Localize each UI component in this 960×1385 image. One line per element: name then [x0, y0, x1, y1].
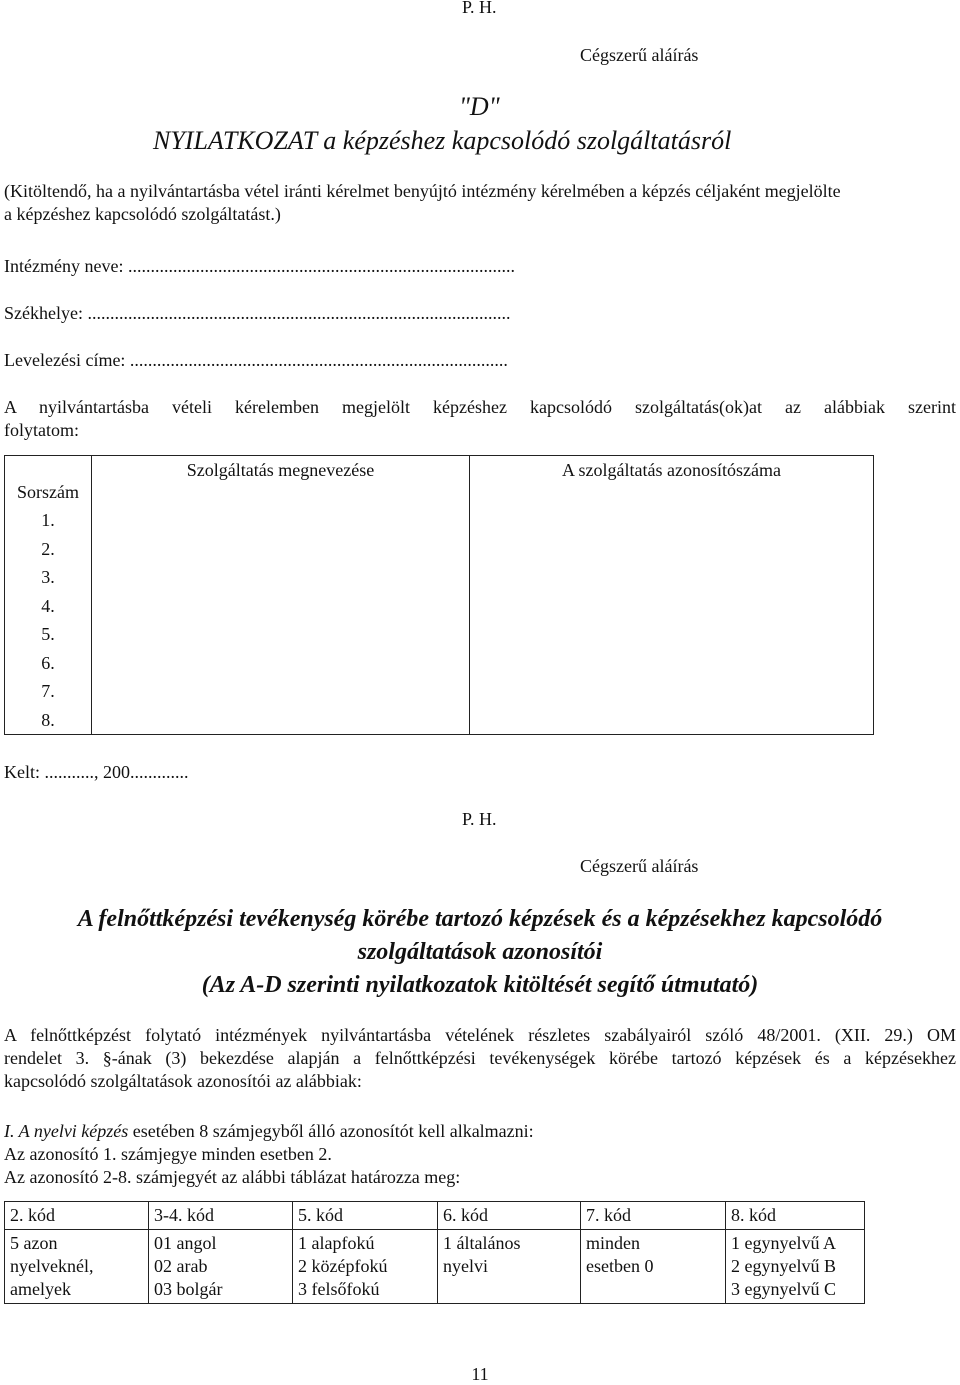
page-number: 11 — [471, 1364, 489, 1384]
row-number: 3. — [41, 567, 55, 587]
language-intro-rest: esetében 8 számjegyből álló azonosítót kell alkalmazni: — [128, 1121, 534, 1141]
number-column-header: Sorszám — [17, 482, 79, 502]
date-field[interactable]: Kelt: ..........., 200............. — [4, 762, 189, 782]
service-name-column[interactable] — [92, 456, 470, 735]
code-cell: 5 azon nyelveknél, amelyek — [5, 1230, 149, 1304]
row-number: 1. — [41, 510, 55, 530]
institution-name-field[interactable]: Intézmény neve: ...................................................................................... — [4, 256, 515, 276]
code-header: 3-4. kód — [149, 1202, 293, 1230]
stamp-label-bottom: P. H. — [462, 809, 497, 829]
code-header: 5. kód — [293, 1202, 438, 1230]
row-number: 8. — [41, 709, 55, 730]
paragraph-line3: kapcsolódó szolgáltatások azonosítói az alábbiak: — [4, 1071, 362, 1091]
paragraph-line2: rendelet 3. §-ának (3) bekezdése alapján a felnőttképzési tevékenységek körébe tartozó képzések és a képzésekhez — [4, 1048, 956, 1068]
section-heading-line3: (Az A-D szerinti nyilatkozatok kitöltését segítő útmutató) — [201, 972, 759, 998]
row-numbers — [5, 506, 91, 734]
code-header: 7. kód — [581, 1202, 726, 1230]
mailing-address-field[interactable]: Levelezési címe: .................................................................................... — [4, 350, 508, 370]
language-intro — [4, 1121, 534, 1142]
row-number: 2. — [41, 538, 55, 559]
code-header: 2. kód — [5, 1202, 149, 1230]
stamp-label-top: P. H. — [462, 0, 497, 17]
service-table — [4, 455, 874, 735]
code-cell: minden esetben 0 — [581, 1230, 726, 1304]
section-heading-line1: A felnőttképzési tevékenység körébe tartozó képzések és a képzésekhez kapcsolódó — [77, 906, 883, 932]
code-cell: 1 egynyelvű A 2 egynyelvű B 3 egynyelvű C — [726, 1230, 865, 1304]
intro-line1: A nyilvántartásba vételi kérelemben megjelölt képzéshez kapcsolódó szolgáltatás(ok)at az alábbiak szerint — [4, 397, 956, 417]
form-title: NYILATKOZAT a képzéshez kapcsolódó szolgáltatásról — [153, 126, 732, 155]
code-table-row — [5, 1230, 865, 1304]
service-id-header: A szolgáltatás azonosítószáma — [562, 460, 781, 480]
institution-seat-field[interactable]: Székhelye: .............................................................................................. — [4, 303, 511, 323]
fill-note-line2: a képzéshez kapcsolódó szolgáltatást.) — [4, 204, 281, 224]
code-cell: 01 angol 02 arab 03 bolgár — [149, 1230, 293, 1304]
signature-label-bottom: Cégszerű aláírás — [580, 856, 699, 876]
row-number: 4. — [41, 595, 55, 616]
section-heading-line2: szolgáltatások azonosítói — [357, 939, 603, 965]
form-letter: "D" — [459, 92, 500, 121]
service-id-column[interactable] — [470, 456, 874, 735]
code-header: 8. kód — [726, 1202, 865, 1230]
fill-note-line1: (Kitöltendő, ha a nyilvántartásba vétel iránti kérelmet benyújtó intézmény kérelmében a képzés céljaként megjelölte — [4, 181, 841, 201]
code-table — [4, 1201, 865, 1304]
row-number: 5. — [41, 624, 55, 644]
number-column — [5, 456, 92, 735]
code-header: 6. kód — [438, 1202, 581, 1230]
language-line2: Az azonosító 1. számjegye minden esetben 2. — [4, 1144, 332, 1164]
language-training-term: I. A nyelvi képzés — [4, 1121, 129, 1141]
code-table-header-row — [5, 1202, 865, 1230]
service-name-header: Szolgáltatás megnevezése — [186, 460, 375, 480]
row-number: 7. — [41, 681, 55, 701]
signature-label-top: Cégszerű aláírás — [580, 45, 699, 65]
code-cell: 1 általános nyelvi — [438, 1230, 581, 1304]
language-line3: Az azonosító 2-8. számjegyét az alábbi táblázat határozza meg: — [4, 1167, 461, 1187]
code-cell: 1 alapfokú 2 középfokú 3 felsőfokú — [293, 1230, 438, 1304]
row-number: 6. — [41, 652, 55, 673]
intro-line2: folytatom: — [4, 420, 79, 440]
paragraph-line1: A felnőttképzést folytató intézmények nyilvántartásba vételének részletes szabályairól szóló 48/2001. (XII. 29.) OM — [4, 1025, 956, 1045]
